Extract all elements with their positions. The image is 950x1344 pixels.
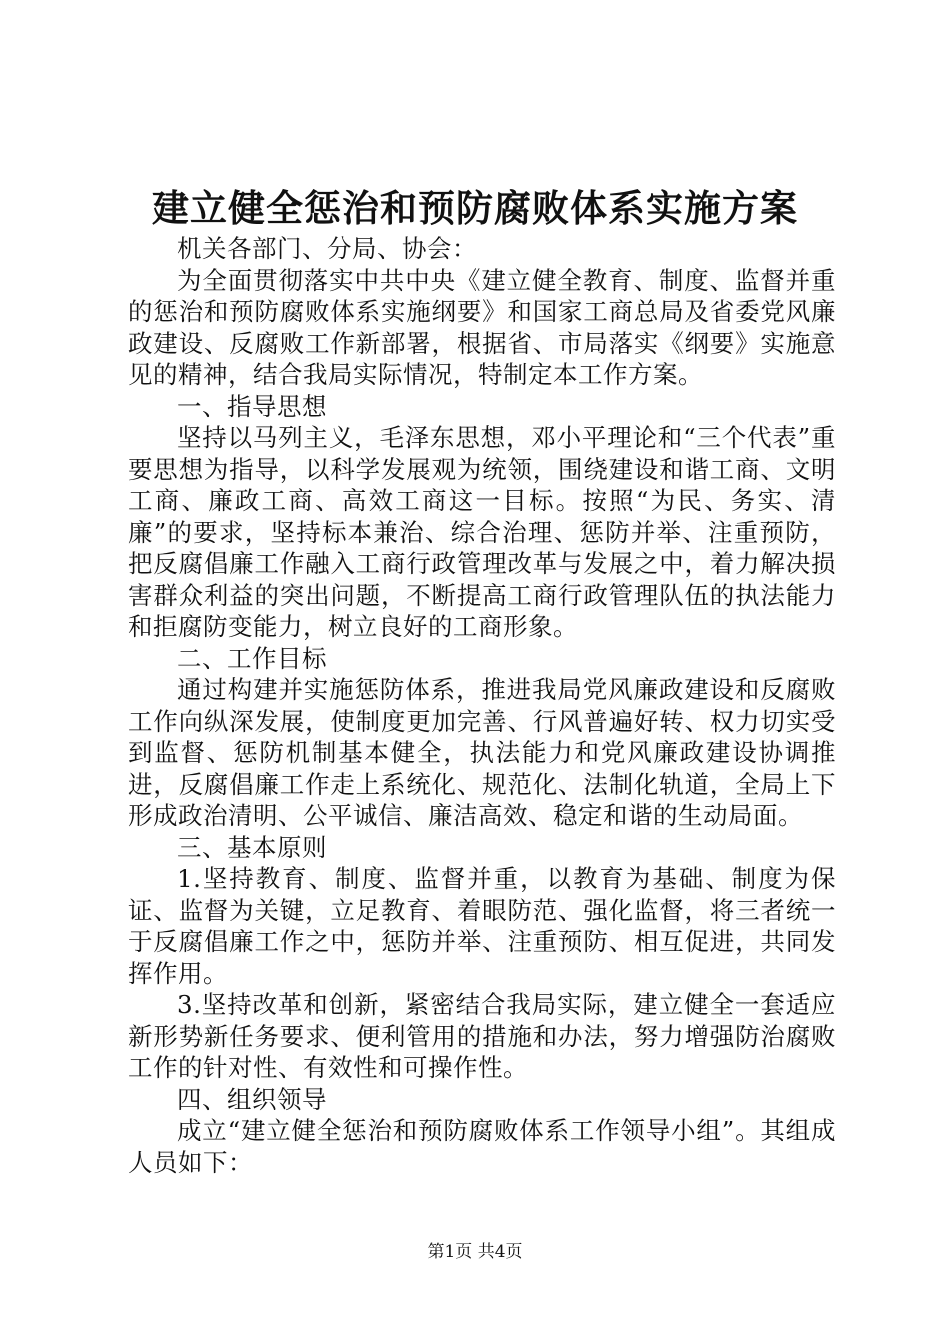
document-title: 建立健全惩治和预防腐败体系实施方案 (152, 186, 798, 230)
paragraph-principle-1: 1.坚持教育、制度、监督并重，以教育为基础、制度为保证、监督为关键，立足教育、着眼防范、强化监督，将三者统一于反腐倡廉工作之中，惩防并举、注重预防、相互促进，共同发挥作用。 (128, 864, 836, 988)
paragraph-guiding-ideology: 坚持以马列主义，毛泽东思想，邓小平理论和“三个代表”重要思想为指导，以科学发展观为统领，围绕建设和谐工商、文明工商、廉政工商、高效工商这一目标。按照“为民、务实、清廉”的要求，坚持标本兼治、综合治理、惩防并举、注重预防，把反腐倡廉工作融入工商行政管理改革与发展之中，着力解决损害群众利益的突出问题，不断提高工商行政管理队伍的执法能力和拒腐防变能力，树立良好的工商形象。 (128, 423, 836, 641)
heading-organization: 四、组织领导 (177, 1084, 327, 1114)
document-body (128, 233, 836, 1178)
heading-basic-principles: 三、基本原则 (177, 832, 327, 862)
paragraph-work-goals: 通过构建并实施惩防体系，推进我局党风廉政建设和反腐败工作向纵深发展，使制度更加完善、行风普遍好转、权力切实受到监督、惩防机制基本健全，执法能力和党风廉政建设协调推进，反腐倡廉工作走上系统化、规范化、法制化轨道，全局上下形成政治清明、公平诚信、廉洁高效、稳定和谐的生动局面。 (128, 675, 836, 830)
paragraph-organization: 成立“建立健全惩治和预防腐败体系工作领导小组”。其组成人员如下： (128, 1116, 836, 1177)
salutation: 机关各部门、分局、协会： (177, 234, 477, 263)
heading-guiding-ideology: 一、指导思想 (177, 391, 327, 421)
paragraph-principle-3: 3.坚持改革和创新，紧密结合我局实际，建立健全一套适应新形势新任务要求、便利管用的措施和办法，努力增强防治腐败工作的针对性、有效性和可操作性。 (128, 990, 836, 1082)
page-footer: 第1页 共4页 (427, 1242, 523, 1262)
heading-work-goals: 二、工作目标 (177, 643, 327, 673)
paragraph-intro: 为全面贯彻落实中共中央《建立健全教育、制度、监督并重的惩治和预防腐败体系实施纲要》和国家工商总局及省委党风廉政建设、反腐败工作新部署，根据省、市局落实《纲要》实施意见的精神，结合我局实际情况，特制定本工作方案。 (128, 265, 836, 389)
